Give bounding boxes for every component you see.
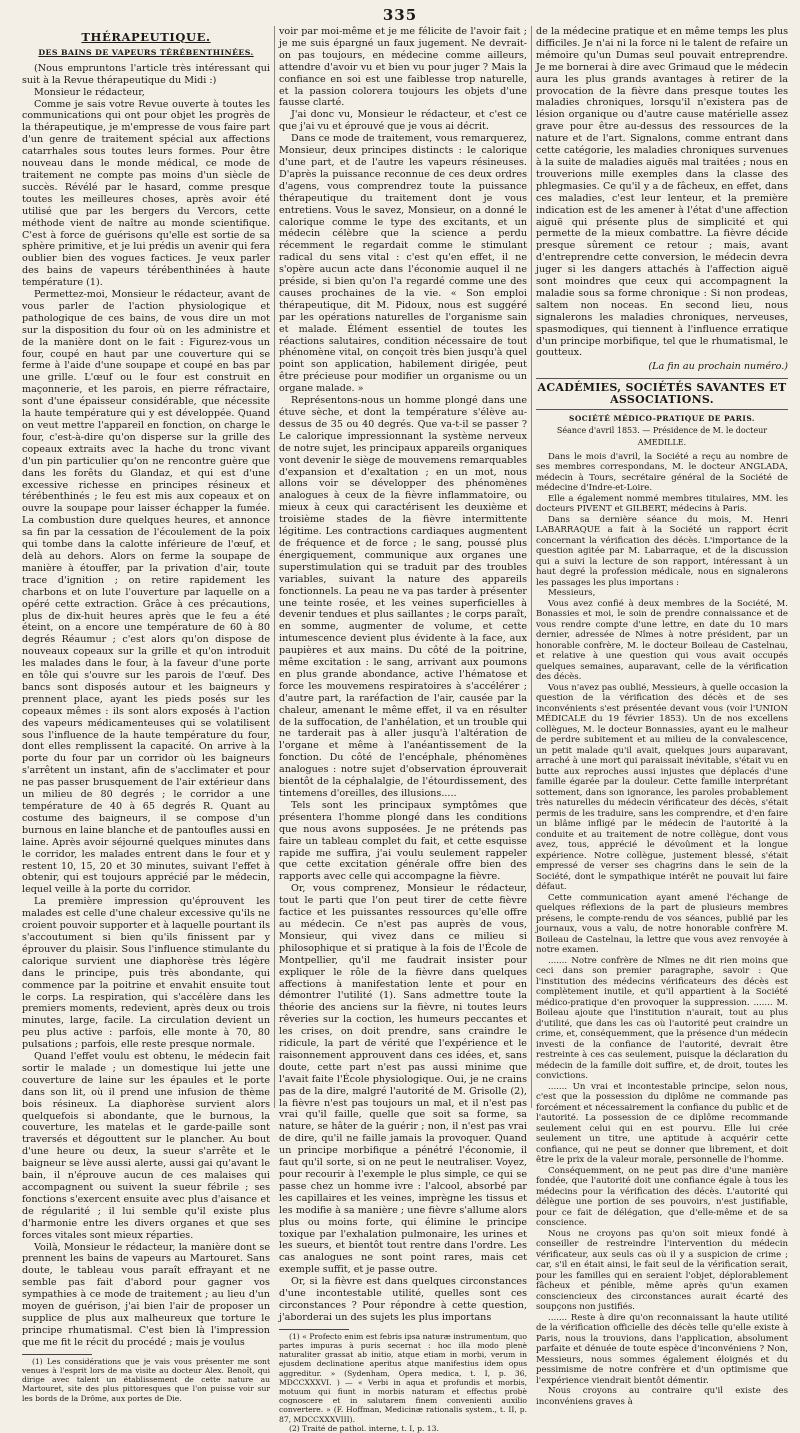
paragraph: Elle a également nommé membres titulaires, MM. les docteurs PIVENT et GILBERT, médecins à Paris.: [536, 493, 788, 515]
paragraph: Quand l'effet voulu est obtenu, le médecin fait sortir le malade ; un domestique lui jette une couverture de laine sur les épaules et le porte dans son lit, où il prend une infusion de thème bois résineux. La diaphorèse survient alors quelquefois si abondante, que le burnous, la couverture, les matelas et le garde-paille sont traversés et dégouttent sur le plancher. Au bout d'une heure ou deux, la sueur s'arrête et le baigneur se lève aussi alerte, aussi gai qu'avant le bain, il n'éprouve aucun de ces malaises qui accompagnent ou suivent la sueur fébrile ; ses fonctions s'exercent ensuite avec plus d'aisance et de régularité ; il lui semble qu'il existe plus d'harmonie entre les divers organes et que ses forces vitales sont mieux réparties.: [22, 1051, 270, 1241]
paragraph: Or, vous comprenez, Monsieur le rédacteur, tout le parti que l'on peut tirer de cette fièvre factice et les puissantes ressources qu'elle offre au médecin. Ce n'est pas auprès de vous, Monsieur, qui vivez dans ce milieu si philosophique et si pratique à la fois de l'École de Montpellier, qu'il me faudrait insister pour expliquer le rôle de la fièvre dans quelques affections à manifestation lente et pour en démontrer l'utilité (1). Sans admettre toute la théorie des anciens sur la fièvre, ni toutes leurs rêveries sur la coction, les humeurs peccantes et les crises, on doit prendre, sans craindre le ridicule, la part de vérité que l'expérience et le raisonnement approuvent dans ces idées, et, sans doute, cette part n'est pas aussi minime que l'avait faite l'École physiologique. Oui, je ne crains pas de la dire, malgré l'autorité de M. Grisolle (2), la fièvre n'est pas toujours un mal, et il n'est pas vrai qu'il faille, quelle que soit sa forme, sa nature, se hâter de la guérir ; non, il n'est pas vrai de dire, qu'il ne faille jamais la provoquer. Quand un principe morbifique a pénétré l'économie, il faut qu'il sorte, si on ne peut le neutraliser. Voyez, pour recourir à l'exemple le plus simple, ce qui se passe chez un homme ivre : l'alcool, absorbé par les capillaires et les veines, imprègne les tissus et les modifie à sa manière ; une fièvre s'allume alors plus ou moins forte, qui élimine le principe toxique par l'exhalation pulmonaire, les urines et les sueurs, et bientôt tout rentre dans l'ordre. Les cas analogues ne sont point rares, mais cet exemple suffit, et je passe outre.: [279, 883, 527, 1276]
paragraph: Dans sa dernière séance du mois, M. Henri LABARRAQUE a fait à la Société un rapport écrit concernant la vérification des décès. L'importance de la question agitée par M. Labarraque, et de la discussion qui a suivi la lecture de son rapport, intéressant à un haut degré la profession médicale, nous en signalerons les passages les plus importans :: [536, 514, 788, 588]
academies-section-title: ACADÉMIES, SOCIÉTÉS SAVANTES ET ASSOCIATIONS.: [536, 378, 788, 410]
paragraph: Permettez-moi, Monsieur le rédacteur, avant de vous parler de l'action physiologique et pathologique de ces bains, de vous dire un mot sur la disposition du four où on les administre et de la manière dont on le fait : Figurez-vous un four, coupé en haut par une couverture qui se ferme à l'aide d'une soupape et coupé en bas par une grille. L'œuf ou le four est construit en maçonnerie, et les parois, en pierre réfractaire, sont d'une épaisseur considérable, que nécessite la haute température qui y est développée. Quand on veut mettre l'appareil en fonction, on charge le four, c'est-à-dire qu'on disperse sur la grille des copeaux extraits avec la hache du tronc vivant d'un pin particulier qu'on ne rencontre guère que dans les forêts du Glandaz, et qui est d'une excessive richesse en principes résineux et térébenthinés ; le feu est mis aux copeaux et on ouvre la soupape pour laisser échapper la fumée. La combustion dure quelques heures, et annonce sa fin par la cessation de l'écoulement de la poix qui tombe dans la calotte inférieure de l'œuf, et delà au dehors. Alors on ferme la soupape de manière à étouffer, par la privation d'air, toute trace d'ignition ; on retire rapidement les charbons et on lute l'ouverture par laquelle on a opéré cette extraction. Grâce à ces précautions, plus de dix-huit heures après que le feu a été éteint, on a encore une température de 60 à 80 degrés Réaumur ; c'est alors qu'on dispose de nouveaux copeaux sur la grille et qu'on introduit les malades dans le four, à la faveur d'une porte en tôle qui s'ouvre sur les parois de l'œuf. Des bancs sont disposés autour et les baigneurs y prennent place, ayant les pieds posés sur les copeaux mêmes : ils sont alors exposés à l'action des vapeurs médicamenteuses qui se volatilisent sous l'influence de la haute température du four, dont elles remplissent la capacité. On arrive à la porte du four par un corridor où les baigneurs s'arrêtent un instant, afin de s'acclimater et pour ne pas passer brusquement de l'air extérieur dans un milieu de 80 degrés ; le corridor a une température de 40 à 65 degrés R. Quant au costume des baigneurs, il se compose d'un burnous en laine blanche et de pantoufles aussi en laine. Après avoir séjourné quelques minutes dans le corridor, les malades entrent dans le four et y restent 10, 15, 20 et 30 minutes, suivant l'effet à obtenir, qui est toujours apprécié par le médecin, lequel veille à la porte du corridor.: [22, 289, 270, 896]
paragraph: ....... Reste à dire qu'on reconnaissant la haute utilité de la vérification officielle des décès telle qu'elle existe à Paris, nous la trouvions, dans l'application, absolument parfaite et dénuée de toute espèce d'inconvéniens ? Non, Messieurs, nous sommes également éloignés et du pessimisme de notre confrère et d'un optimisme que l'expérience viendrait bientôt démentir.: [536, 1312, 788, 1386]
paragraph: Or, si la fièvre est dans quelques circonstances d'une incontestable utilité, quelles sont ces circonstances ? Pour répondre à cette question, j'aborderai un des sujets les plus importans: [279, 1276, 527, 1323]
meeting-info: Séance d'avril 1853. — Présidence de M. le docteur AMEDILLE.: [556, 426, 768, 447]
footnote-rule: [22, 1354, 92, 1355]
footnote-rule: [279, 1329, 349, 1330]
paragraph: Comme je sais votre Revue ouverte à toutes les communications qui ont pour objet les progrès de la thérapeutique, je m'empresse de vous faire part d'un genre de traitement spécial aux affections catarrhales sous toutes leurs formes. Pour être nouveau dans le monde médical, ce mode de traitement ne compte pas moins d'un siècle de succès. Révélé par le hasard, comme presque toutes les meilleures choses, après avoir été utilisé que par les bergers du Vercors, cette méthode vient de naître au monde scientifique. C'est à force de guérisons qu'elle est sortie de sa sphère primitive, et je lui prédis un avenir qui fera oublier bien des vogues factices. Je veux parler des bains de vapeurs térébenthinées à haute température (1).: [22, 98, 270, 289]
paragraph: Vous avez confié à deux membres de la Société, M. Bonassies et moi, le soin de prendre connaissance et de vous rendre compte d'une lettre, en date du 10 mars dernier, adressée de Nîmes à notre président, par un honorable confrère, M. le docteur Boileau de Castelnau, et relative à une question qui vous avait occupés quelques semaines, auparavant, celle de la vérification des décès.: [536, 598, 788, 683]
column-3: [536, 26, 788, 1407]
footnote: (1) Les considérations que je vais vous présenter me sont venues à l'esprit lors de ma visite au docteur Alex. Benoît, qui dirige avec talent un établissement de cette nature au Martouret, site des plus pittoresques que l'on puisse voir sur les bords de la Drôme, aux portes de Die.: [22, 1356, 270, 1403]
paragraph: Dans ce mode de traitement, vous remarquerez, Monsieur, deux principes distincts : le calorique d'une part, et de l'autre les vapeurs résineuses. D'après la puissance reconnue de ces deux ordres d'agens, vous comprendrez toute la puissance thérapeutique du traitement dont je vous entretiens. Vous le savez, Monsieur, on a donné le calorique comme le type des excitants, et un médecin célèbre que la science a perdu récemment le regardait comme le stimulant radical du sens vital : c'est qu'en effet, il ne s'opère aucun acte dans l'économie auquel il ne préside, si bien qu'on l'a regardé comme une des causes prochaines de la vie. « Son emploi thérapeutique, dit M. Pidoux, nous est suggéré par les opérations naturelles de l'organisme sain et malade. Élément essentiel de toutes les réactions salutaires, condition nécessaire de tout phénomène vital, on conçoit très bien jusqu'à quel point son application, habilement dirigée, peut être précieuse pour modifier un organisme ou un organe malade. »: [279, 133, 527, 395]
footnote: (1) « Profecto enim est febris ipsa naturæ instrumentum, quo partes impuras à puris secernat : hoc illa modo plenè naturaliter grassat ab initio, atque etiam in morbi, verum in ejusdem declinatione aperitus atque manifestius idem opus aggreditur. » (Sydenham, Opera medica, t. I, p. 36, MDCCXXXVI. ) — « Verbi in aqua et profundis et morbis, motuum qui fiunt in morbis naturam et effectus probè cognoscere et in salutarem finem convenienti auxilio convertere. » (F. Hoffman, Medicinæ rationalis system., t. II, p. 87, MDCCXXXVIII).: [279, 1331, 527, 1424]
paragraph: voir par moi-même et je me félicite de l'avoir fait ; je me suis épargné un faux jugement. Ne devrait-on pas toujours, en médecine comme ailleurs, attendre d'avoir vu et bien vu pour juger ? Mais la confiance en soi est une faiblesse trop naturelle, et la passion colorera toujours les objets d'une fausse clarté.: [279, 26, 527, 109]
paragraph: de la médecine pratique et en même temps les plus difficiles. Je n'ai ni la force ni le talent de refaire un mémoire qu'un Dumas seul pouvait entreprendre. Je me bornerai à dire avec Grimaud que le médecin aura les plus grands avantages à retirer de la provocation de la fièvre dans presque toutes les maladies chroniques, lorsqu'il n'existera pas de lésion organique ou d'autre cause matérielle assez grave pour être au-dessus des ressources de la nature et de l'art. Signalons, comme entrant dans cette catégorie, les maladies chroniques survenues à la suite de maladies aiguës mal traitées ; nous en trouverions mille exemples dans la classe des phlegmasies. Ce qu'il y a de fâcheux, en effet, dans ces maladies, c'est leur lenteur, et la première indication est de les amener à l'état d'une affection aiguë qui présente plus de simplicité et qui permette de la mieux combattre. La fièvre décide presque sûrement ce retour ; mais, avant d'entreprendre cette conversion, le médecin devra juger si les dangers attachés à l'affection aiguë sont moindres que ceux qui accompagnent la maladie sous sa forme chronique : Si non prodeas, saltem non noceas. En second lieu, nous signalerons les maladies chroniques, nerveuses, spasmodiques, qui tiennent à l'influence erratique d'un principe morbifique, tel que le rhumatismal, le goutteux.: [536, 26, 788, 359]
paragraph: Voilà, Monsieur le rédacteur, la manière dont se prennent les bains de vapeurs au Martouret. Sans doute, le tableau vous paraît effrayant et ne semble pas fait d'abord pour gagner vos sympathies à ce mode de traitement ; au lieu d'un moyen de guérison, j'ai bien l'air de proposer un supplice de plus aux malheureux que torture le principe rhumatismal. C'est bien là l'impression que me fit le récit du procédé ; mais je voulus: [22, 1241, 270, 1348]
footnote: (2) Traité de pathol. interne, t. I, p. 13.: [289, 1423, 439, 1433]
paragraph: ....... Un vrai et incontestable principe, selon nous, c'est que la possession du diplôme ne commande pas forcément et nécessairement la confiance du public et de l'autorité. La possession de ce diplôme recommande seulement celui qui en est pourvu. Elle lui crée seulement un titre, une aptitude à acquérir cette confiance, qui ne peut se donner que librement, et doit être le prix de la valeur morale, personnelle de l'homme.: [536, 1081, 788, 1166]
column-1: [22, 26, 270, 1403]
article-intro: (Nous empruntons l'article très intéressant qui suit à la Revue thérapeutique du Midi :): [22, 62, 270, 86]
paragraph: Représentons-nous un homme plongé dans une étuve sèche, et dont la température s'élève au-dessus de 35 ou 40 degrés. Que va-t-il se passer ? Le calorique impressionnant la système nerveux de notre sujet, les principaux appareils organiques vont devenir le siège de mouvemens remarquables d'expansion et d'exaltation ; en un mot, nous allons voir se développer des phénomènes analogues à ceux de la fièvre inflammatoire, ou mieux à ceux qui caractérisent les deuxième et troisième stades de la fièvre intermittente légitime. Les contractions cardiaques augmentent de fréquence et de force ; le sang, poussé plus énergiquement, communique aux organes une superstimulation qui se traduit par des troubles variables, suivant la nature des appareils fonctionnels. La peau ne va pas tarder à présenter une teinte rosée, et les veines superficielles à devenir tendues et plus saillantes ; le corps paraît, en somme, augmenter de volume, et cette intumescence devient plus évidente à la face, aux paupières et aux mains. Du côté de la poitrine, même excitation : le sang, arrivant aux poumons en plus grande abondance, active l'hématose et force les mouvemens respiratoires à s'accélérer ; d'autre part, la raréfaction de l'air, causée par la chaleur, amenant le même effet, il va en résulter de la suffocation, de l'anhélation, et un trouble qui ne tarderait pas à aller jusqu'à l'altération de l'organe et même à l'anéantissement de la fonction. Du côté de l'encéphale, phénomènes analogues : notre sujet d'observation éprouverait bientôt de la céphalalgie, de l'étourdissement, des tintemens d'oreilles, des illusions.....: [279, 395, 527, 799]
paragraph: ....... Notre confrère de Nîmes ne dit rien moins que ceci dans son premier paragraphe, savoir : Que l'institution des médecins vérificateurs des décès est complètement inutile, et qu'il appartient à la Société médico-pratique d'en provoquer la suppression. ....... M. Boileau ajoute que l'institution n'aurait, tout au plus d'utilité, que dans les cas où l'autorité peut craindre un crime, et, conséquemment, que la présence d'un médecin investi de la confiance de l'autorité, devrait être restreinte à ces cas seulement, puisque la déclaration du médecin de la famille doit suffire, et, de droit, toutes les convictions.: [536, 955, 788, 1082]
paragraph: Nous croyons au contraire qu'il existe des inconvéniens graves à: [536, 1386, 788, 1407]
column-divider: [531, 26, 532, 1108]
paragraph: Cette communication ayant amené l'échange de quelques réflexions de la part de plusieurs membres présens, le compte-rendu de vos séances, publié par les journaux, vous a valu, de notre honorable confrère M. Boileau de Castelnau, la lettre que vous avez renvoyée à notre examen.: [536, 892, 788, 956]
paragraph: Messieurs,: [548, 588, 596, 599]
section-title: THÉRAPEUTIQUE.: [81, 30, 211, 44]
paragraph: Vous n'avez pas oublié, Messieurs, à quelle occasion la question de la vérification des décès et de ses inconvénients s'est présentée devant vous (voir l'UNION MÉDICALE du 19 février 1853). Un de nos excellens collègues, M. le docteur Bonnassies, ayant eu le malheur de perdre subitement et au milieu de la convalescence, un petit malade qu'il avait, quelques jours auparavant, arraché à une mort qui paraissait inévitable, s'était vu en butte aux reproches aussi injustes que déplacés d'une famille égarée par la douleur. Cette famille interprétant sottement, dans son ignorance, les paroles probablement très naturelles du médecin vérificateur des décès, s'était permis de les traduire, sans les comprendre, et d'en faire un blâme infligé par le médecin de l'autorité à la conduite et au traitement de notre collègue, dont vous avez, tous, apprécié le dévoûment et la longue expérience. Notre collègue, justement blessé, s'était empressé de verser ses chagrins dans le sein de la Société, dont le sympathique intérêt ne pouvait lui faire défaut.: [536, 682, 788, 893]
paragraph: Conséquemment, on ne peut pas dire d'une manière fondée, que l'autorité doit une confiance égale à tous les médecins pour la vérification des décès. L'autorité qui délègue une portion de ses pouvoirs, n'est justifiable, pour ce fait de délégation, que d'elle-même et de sa conscience.: [536, 1165, 788, 1229]
article-subtitle: DES BAINS DE VAPEURS TÉRÉBENTHINÉES.: [38, 47, 254, 57]
paragraph: Nous ne croyons pas qu'on soit mieux fondé à conseiller de restreindre l'intervention du médecin vérificateur, aux seuls cas où il y a suspicion de crime ; car, s'il en était ainsi, le fait seul de la vérification serait, pour les familles qui en seraient l'objet, déplorablement fâcheux et pénible, même après qu'un examen consciencieux des circonstances aurait écarté des soupçons non justifiés.: [536, 1228, 788, 1313]
salutation: Monsieur le rédacteur,: [34, 86, 145, 98]
society-title: SOCIÉTÉ MÉDICO-PRATIQUE DE PARIS.: [569, 414, 755, 424]
paragraph: Dans le mois d'avril, la Société a reçu au nombre de ses membres correspondans, M. le docteur ANGLADA, médecin à Tours, secrétaire général de la Société de médecine d'Indre-et-Loire.: [536, 451, 788, 494]
paragraph: J'ai donc vu, Monsieur le rédacteur, et c'est ce que j'ai vu et éprouvé que je vous ai décrit.: [279, 109, 527, 133]
paragraph: Tels sont les principaux symptômes que présentera l'homme plongé dans les conditions que nous avons supposées. Je ne prétends pas faire un tableau complet du fait, et cette esquisse rapide me suffira, j'ai voulu seulement rappeler que cette excitation générale offre bien des rapports avec celle qui accompagne la fièvre.: [279, 799, 527, 883]
column-2: [279, 26, 527, 1433]
column-divider: [274, 26, 275, 1108]
page-number: 335: [382, 6, 418, 24]
society-report: [536, 452, 788, 1408]
paragraph: La première impression qu'éprouvent les malades est celle d'une chaleur excessive qu'ils ne croient pouvoir supporter et à laquelle pourtant ils s'accoutument si bien qu'ils finissent par y éprouver du plaisir. Sous l'influence stimulante du calorique survient une diaphorèse très légère dans le principe, puis très abondante, qui commence par la poitrine et envahit ensuite tout le corps. La respiration, qui s'accélère dans les premiers moments, redevient, après deux ou trois minutes, large, facile. La circulation devient un peu plus active : parfois, elle monte à 70, 80 pulsations ; parfois, elle reste presque normale.: [22, 896, 270, 1051]
to-be-continued: (La fin au prochain numéro.): [648, 361, 788, 373]
